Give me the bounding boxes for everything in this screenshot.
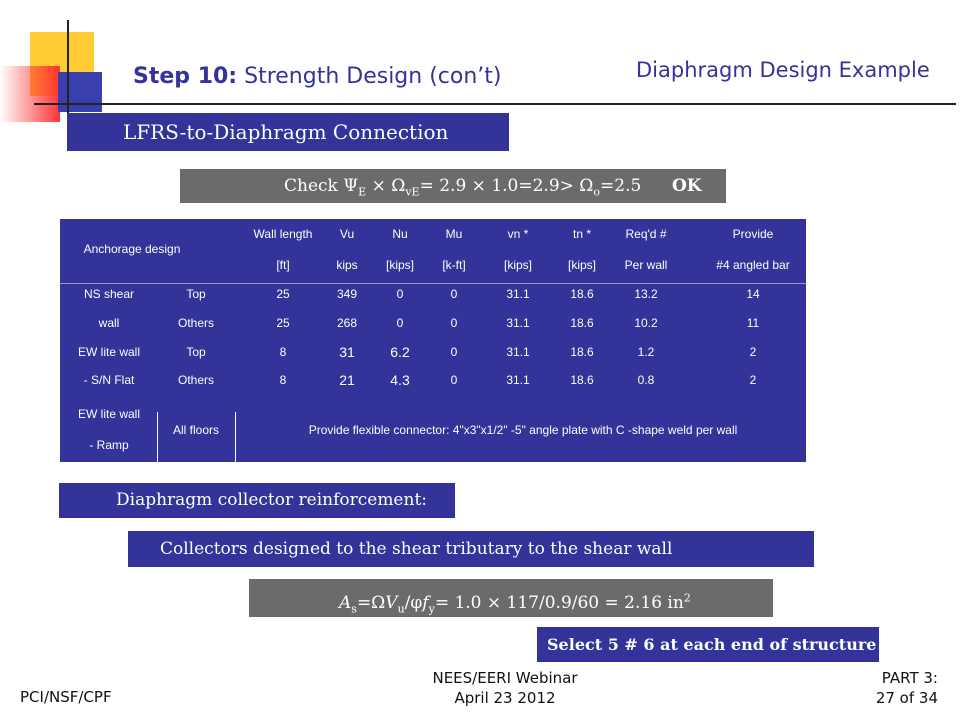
table-divider [60,283,806,284]
table-header-unit: kips [336,258,358,272]
table-cell: 8 [279,373,287,387]
table-row-floor: Top [186,345,206,359]
footer-event-date: April 23 2012 [454,689,556,707]
check-formula: Check $\Psi_E \times \Omega_{vE}= 2.9 \times 1.0=2.9> \Omega_o=2.5$ [284,176,642,199]
footer-page [846,668,938,708]
table-cell: 0 [396,316,404,330]
table-header-unit: #4 angled bar [716,258,790,272]
table-divider [157,412,158,462]
header-divider-line [34,103,956,105]
table-header-cell: Wall length [253,227,313,241]
table-cell: 0 [450,287,458,301]
table-row-label: wall [98,316,120,330]
table-header-title: Anchorage design [83,242,181,256]
table-header-unit: [kips] [503,258,533,272]
table-cell: 8 [279,345,287,359]
collector-reinforcement-heading: Diaphragm collector reinforcement: [59,483,455,518]
table-header-unit: [kips] [567,258,597,272]
table-header-cell: tn * [572,227,592,241]
presentation-title: Diaphragm Design Example [636,58,930,82]
bar-selection-result: Select 5 # 6 at each end of structure [537,627,879,662]
table-cell: 0 [450,373,458,387]
table-cell: 0 [396,287,404,301]
table-cell: 25 [276,316,290,330]
table-row-floor: Others [177,373,215,387]
table-cell: 6.2 [390,344,410,360]
table-row-floor: Top [186,287,206,301]
footer-event-name: NEES/EERI Webinar [432,669,578,687]
steel-area-formula: $A_s=\Omega V_u/\varphi f_y= 1.0 \times 117/0.9/60 = 2.16$ $in^2$ [249,579,773,617]
table-cell: 31 [339,344,355,360]
table-cell: 10.2 [634,316,658,330]
overstrength-check-box [180,169,726,203]
table-cell: 1.2 [637,345,655,359]
table-cell: 18.6 [570,373,594,387]
table-row-label: EW lite wall [77,407,141,421]
check-result: OK [672,176,702,196]
table-cell: 18.6 [570,345,594,359]
table-cell: 21 [339,372,355,388]
table-cell: 4.3 [390,372,410,388]
footer-part: PART 3: [881,669,938,687]
logo-blue-square [58,72,102,112]
table-header-unit: [ft] [276,258,290,272]
table-row-label: NS shear [83,287,135,301]
table-cell: 13.2 [634,287,658,301]
collector-design-note: Collectors designed to the shear tributary to the shear wall [128,531,814,567]
table-row-floor: Others [177,316,215,330]
table-header-cell: Provide [732,227,774,241]
table-header-cell: vn * [507,227,529,241]
table-cell: 2 [749,345,757,359]
table-header-unit: [kips] [385,258,415,272]
table-cell: 31.1 [506,316,530,330]
table-divider [235,412,236,462]
table-cell: 14 [746,287,760,301]
table-cell: 11 [746,316,760,330]
footer-page-count: 27 of 34 [875,689,938,707]
table-header-unit: Per wall [624,258,668,272]
table-cell: 268 [336,316,358,330]
table-cell: 0 [450,345,458,359]
table-row-label: EW lite wall [77,345,141,359]
table-header-cell: Req'd # [625,227,667,241]
footer-event [400,668,610,708]
table-cell: 31.1 [506,287,530,301]
anchorage-design-table [60,219,806,462]
footer-org: PCI/NSF/CPF [20,688,112,706]
table-cell: 25 [276,287,290,301]
table-cell: 31.1 [506,345,530,359]
table-header-unit: [k-ft] [442,258,466,272]
table-header-cell: Nu [392,227,408,241]
table-cell: 31.1 [506,373,530,387]
logo-red-square [0,66,60,122]
lfrs-connection-heading: LFRS-to-Diaphragm Connection [67,113,509,151]
table-merged-note: Provide flexible connector: 4"x3"x1/2" -5" angle plate with C -shape weld per wall [308,423,738,437]
table-row-label: - Ramp [89,438,129,452]
table-cell: 18.6 [570,287,594,301]
table-cell: 0.8 [637,373,655,387]
table-cell: 0 [450,316,458,330]
table-cell: 2 [749,373,757,387]
table-row-label: - S/N Flat [83,373,135,387]
table-cell: 18.6 [570,316,594,330]
table-cell: 349 [336,287,358,301]
table-header-cell: Vu [339,227,355,241]
table-row-floor: All floors [172,423,220,437]
table-header-cell: Mu [445,227,463,241]
slide-title: Step 10: Strength Design (con’t) [133,64,502,89]
